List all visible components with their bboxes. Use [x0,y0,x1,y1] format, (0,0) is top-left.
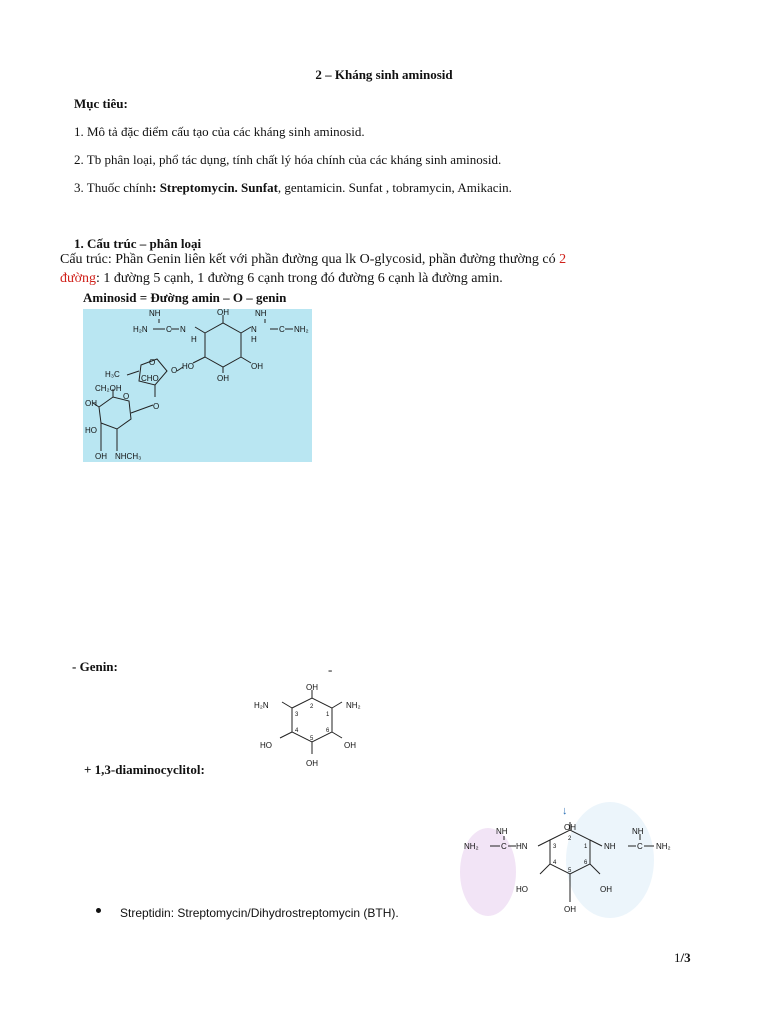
label-n-left: N [180,325,186,334]
label-nh-right: NH [255,309,267,318]
bullet-dot [96,904,106,914]
label-ch2oh: CH₂OH [95,384,122,393]
streptomycin-structure [83,309,312,462]
label-oh-top: OH [217,309,229,317]
streptidin-num-5: 5 [568,868,572,874]
genin-num-5: 5 [310,736,314,742]
streptidin-label-nh-right: NH [604,842,616,851]
genin-mark: - [328,662,333,677]
streptidin-label-c-left: C [501,842,507,851]
section-1-line-1-text: Cấu trúc: Phần Genin liên kết với phần đường qua lk O-glycosid, phần đường thường có [60,252,560,267]
label-ho-sugar: HO [85,426,97,435]
section-1-line-2-red: đường [60,271,96,286]
genin-num-4: 4 [295,728,299,734]
genin-heading: - Genin: [72,659,118,674]
genin-num-3: 3 [295,712,299,718]
genin-num-1: 1 [326,712,330,718]
objective-3-rest: , gentamicin. Sunfat , tobramycin, Amikacin. [277,180,512,195]
objective-2: 2. Tb phân loại, phổ tác dụng, tính chất lý hóa chính của các kháng sinh aminosid. [74,152,502,167]
genin-structure [250,680,370,770]
objectives-heading: Mục tiêu: [74,96,128,111]
section-1-line-2 [60,271,503,287]
genin-label-h2n: H₂N [254,701,269,710]
label-h-right: H [251,335,257,344]
label-o-link: O [171,366,178,375]
section-1-heading: 1. Cấu trúc – phân loại [74,236,202,251]
diaminocyclitol-heading: + 1,3-diaminocyclitol: [84,762,205,777]
streptidin-num-2: 2 [568,836,572,842]
label-c-right: C [279,325,285,334]
label-nh-left: NH [149,309,161,318]
section-1-line-1-red: 2 [559,252,567,267]
objective-3-prefix: 3. Thuốc chính [74,180,153,195]
genin-label-oh-bottom: OH [306,759,318,768]
streptidin-num-1: 1 [584,844,588,850]
label-oh-ring-bottom: OH [217,374,229,383]
arrow-indicator: ↓ [562,805,568,817]
label-h-left: H [191,335,197,344]
objective-3-bold: : Streptomycin. Sunfat [152,180,278,195]
streptidin-label-nh-left: NH [496,827,508,836]
label-nhch3: NHCH₃ [115,452,142,461]
streptidin-label-oh-bottom: OH [564,905,576,914]
objective-1: 1. Mô tả đặc điểm cấu tạo của các kháng sinh aminosid. [74,124,365,139]
label-c-left: C [166,325,172,334]
streptidin-label-c-right: C [637,842,643,851]
label-h2n-left: H₂N [133,325,148,334]
label-oh-sugar: OH [85,399,97,408]
decorative-blob-2 [566,802,654,918]
label-oh-ring-right: OH [251,362,263,371]
label-oh-bottom: OH [95,452,107,461]
label-o-sugar: O [123,392,130,401]
label-nh2-right: NH₂ [294,325,309,334]
genin-label-oh-top: OH [306,683,318,692]
streptidin-num-4: 4 [553,860,557,866]
streptidin-label-ho-left: HO [516,885,528,894]
genin-num-6: 6 [326,728,330,734]
label-o-link2: O [153,402,160,411]
genin-label-nh2: NH₂ [346,701,361,710]
genin-num-2: 2 [310,704,314,710]
streptidin-label-nh2-right: NH₂ [656,842,671,851]
streptidin-num-3: 3 [553,844,557,850]
objective-3 [74,180,512,196]
streptidin-label-nh-right2: NH [632,827,644,836]
label-n-right: N [251,325,257,334]
genin-label-oh-right: OH [344,741,356,750]
label-cho: CHO [141,374,159,383]
label-h3c: H₃C [105,370,120,379]
streptidin-structure [460,800,696,924]
aminosid-formula: Aminosid = Đường amin – O – genin [83,290,287,305]
page-number [674,950,691,966]
streptidin-bullet: Streptidin: Streptomycin/Dihydrostreptomycin (BTH). [120,906,399,920]
genin-label-ho-left: HO [260,741,272,750]
page-current: 1 [674,950,681,965]
page-total: /3 [680,950,691,965]
streptidin-label-hn-left: HN [516,842,528,851]
streptidin-label-oh-right: OH [600,885,612,894]
streptidin-label-oh-top: OH [564,823,576,832]
label-ho-ring: HO [182,362,194,371]
section-1-line-1 [60,252,700,268]
streptidin-num-6: 6 [584,860,588,866]
streptidin-label-nh2-left: NH₂ [464,842,479,851]
section-1-line-2-text: : 1 đường 5 cạnh, 1 đường 6 cạnh trong đó đường 6 cạnh là đường amin. [96,271,503,286]
label-o-ring5: O [149,358,156,367]
document-title: 2 – Kháng sinh aminosid [315,67,453,82]
